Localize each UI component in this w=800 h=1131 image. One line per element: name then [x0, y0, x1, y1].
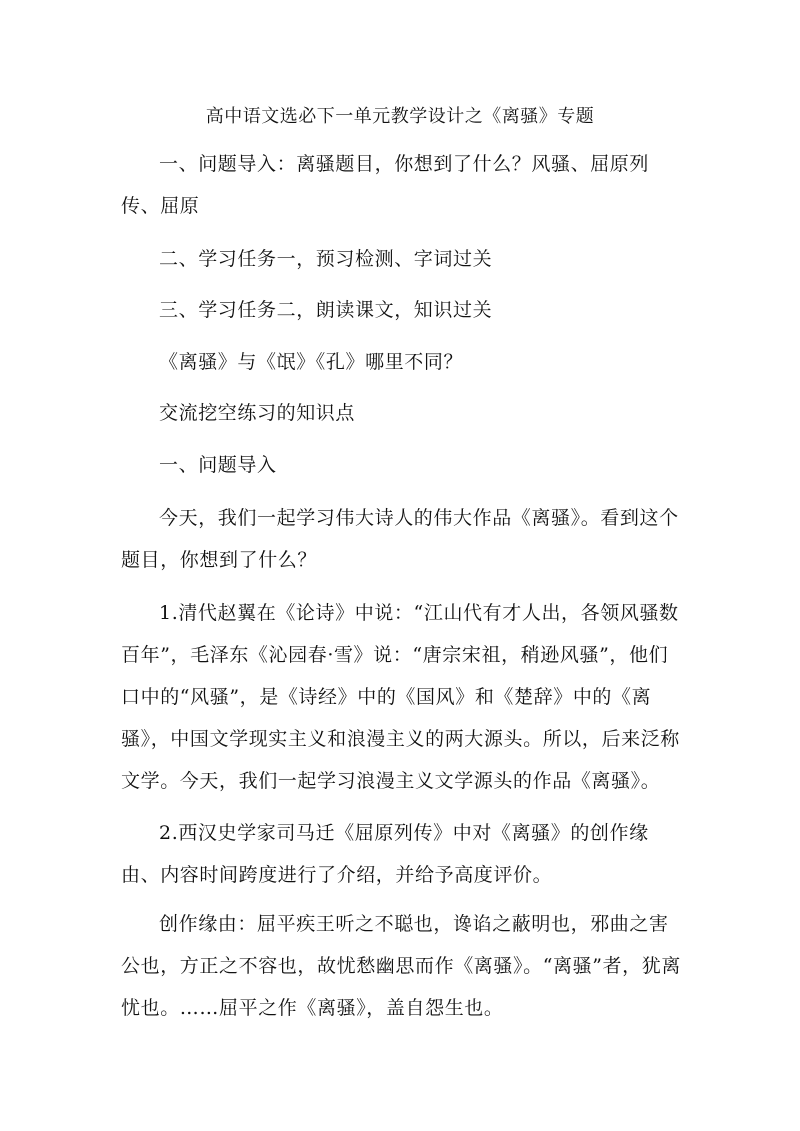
section-heading-intro: 一、问题导入 [159, 454, 277, 476]
paragraph-creation-reason: 创作缘由：屈平疾王听之不聪也，谗谄之蔽明也，邪曲之害公也，方正之不容也，故忧愁幽思而作《离骚》。“离骚”者，犹离忧也。……屈平之作《离骚》，盖自怨生也。 [121, 913, 681, 1019]
paragraph-intro-question: 一、问题导入：离骚题目，你想到了什么？风骚、屈原列传、屈原 [121, 153, 650, 217]
paragraph-today-intro: 今天，我们一起学习伟大诗人的伟大作品《离骚》。看到这个题目，你想到了什么？ [121, 507, 679, 571]
paragraph-fengsao-explanation: 1.清代赵翼在《论诗》中说：“江山代有才人出，各领风骚数百年”，毛泽东《沁园春·雪》说：“唐宗宋祖，稍逊风骚”，他们口中的“风骚”，是《诗经》中的《国风》和《楚辞》中的《离骚》，中国文学现实主义和浪漫主义的两大源头。所以，后来泛称文学。今天，我们一起学习浪漫主义文学源头的作品《离骚》。 [121, 602, 680, 792]
paragraph-task-one: 二、学习任务一，预习检测、字词过关 [159, 248, 493, 270]
paragraph-task-two: 三、学习任务二，朗读课文，知识过关 [159, 299, 493, 321]
paragraph-comparison-question: 《离骚》与《氓》《孔》哪里不同？ [159, 351, 464, 373]
paragraph-exercise-note: 交流挖空练习的知识点 [159, 402, 356, 424]
paragraph-sima-qian: 2.西汉史学家司马迁《屈原列传》中对《离骚》的创作缘由、内容时间跨度进行了介绍，并给予高度评价。 [121, 822, 649, 886]
document-title: 高中语文选必下一单元教学设计之《离骚》专题 [205, 106, 595, 127]
